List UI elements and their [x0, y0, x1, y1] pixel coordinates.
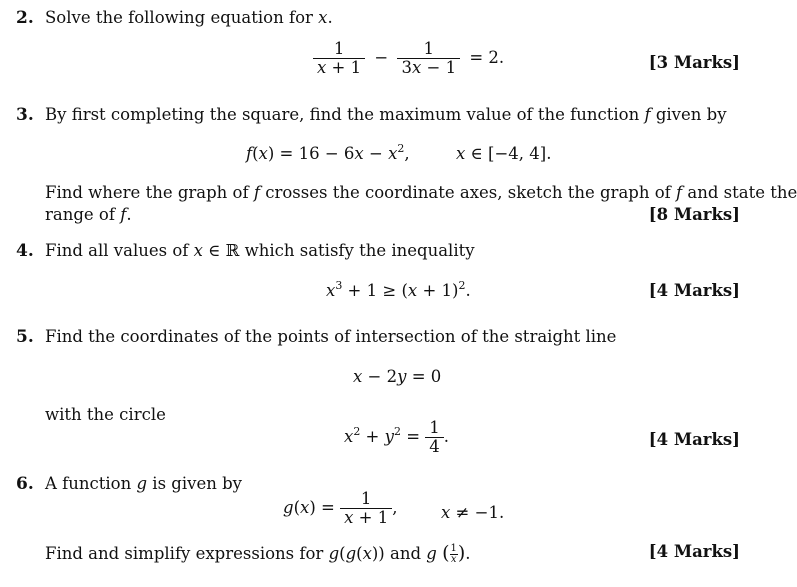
question-6-number: 6.: [16, 474, 34, 494]
question-4-text: Find all values of x ∈ ℝ which satisfy the inequality: [45, 241, 475, 260]
question-4-number: 4.: [16, 241, 34, 261]
question-5-marks: [4 Marks]: [648, 430, 740, 449]
question-5-with-text: with the circle: [45, 405, 166, 424]
question-2-text: Solve the following equation for x.: [45, 8, 333, 27]
question-2-number: 2.: [16, 8, 34, 28]
question-2-marks: [3 Marks]: [648, 53, 740, 72]
question-4-marks: [4 Marks]: [648, 281, 740, 300]
question-3-followup-line1: Find where the graph of f crosses the coordinate axes, sketch the graph of f and state the: [45, 183, 797, 202]
question-3-number: 3.: [16, 105, 34, 125]
question-5-text: Find the coordinates of the points of intersection of the straight line: [45, 327, 617, 346]
question-3-function: $f(x) = 16 - 6x - x^2$,: [246, 142, 410, 163]
question-5-circle-equation: $x^2 + y^2$ = $\frac{1}{4}$ .: [344, 418, 450, 456]
question-5-line-equation: x − 2y = 0: [353, 367, 442, 386]
question-3-text: By first completing the square, find the maximum value of the function f given by: [45, 105, 727, 124]
question-6-marks: [4 Marks]: [648, 542, 740, 561]
question-2-equation: $\frac{1}{x + 1}$ − $\frac{1}{3x - 1}$ = 2.: [313, 40, 504, 77]
question-6-text: A function g is given by: [45, 474, 242, 493]
question-4-inequality: $x^3 + 1 \ge (x + 1)^2$.: [326, 279, 471, 300]
question-3-followup-line2: range of f.: [45, 205, 132, 224]
question-3-domain: x ∈ [−4, 4].: [456, 144, 552, 163]
question-6-domain: x ≠ −1.: [441, 503, 505, 522]
question-6-function: g(x) = $\frac{1}{x + 1}$ ,: [283, 489, 398, 527]
question-6-followup: Find and simplify expressions for g(g(x)) and g ( $\frac{1}{x}$ ).: [45, 542, 471, 565]
question-5-number: 5.: [16, 327, 34, 347]
question-3-marks: [8 Marks]: [648, 205, 740, 224]
